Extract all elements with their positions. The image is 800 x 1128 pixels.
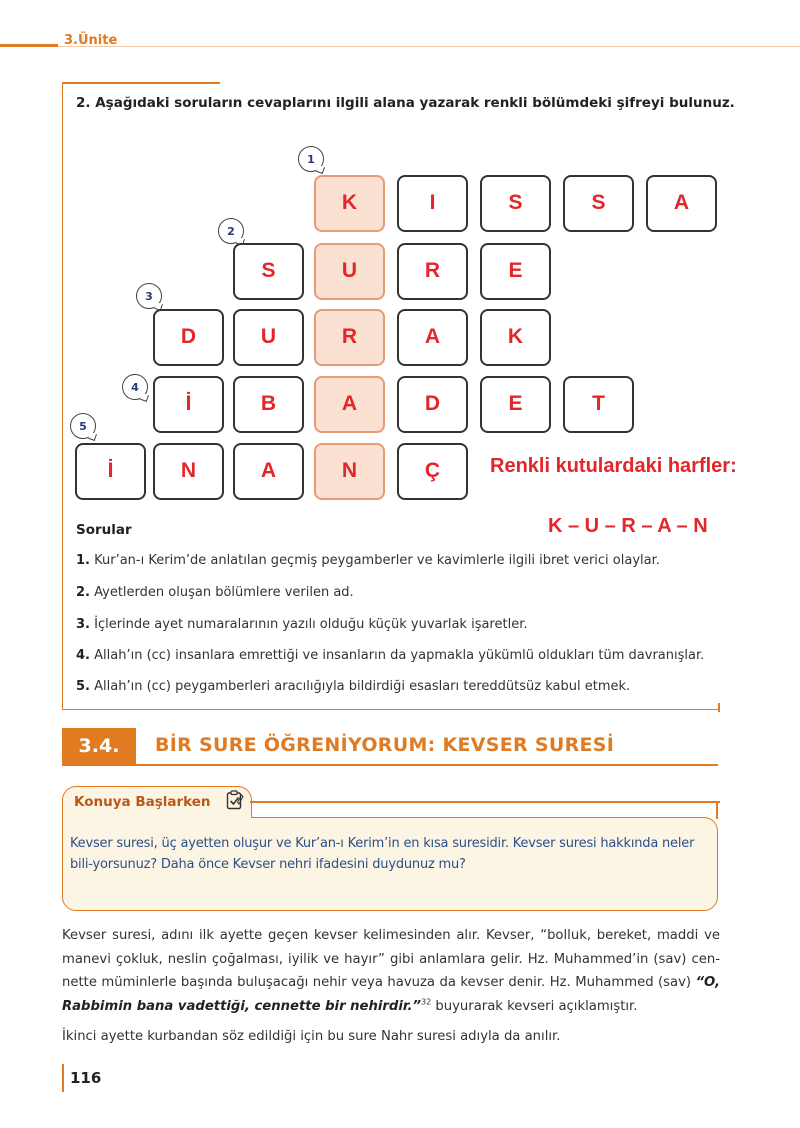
intro-label: Konuya Başlarken xyxy=(74,794,211,810)
exercise-heading: 2. Aşağıdaki soruların cevaplarını ilgili alana yazarak renkli bölümdeki şifreyi bulunuz. xyxy=(76,95,735,111)
answer-title: Renkli kutulardaki harfler: xyxy=(490,455,737,477)
letter-box[interactable]: T xyxy=(563,376,634,433)
section-divider xyxy=(62,764,718,766)
exercise-frame-top xyxy=(62,82,220,84)
question-text: Allah’ın (cc) insanlara emrettiği ve insanların da yapmakla yükümlü oldukları tüm davranışlar. xyxy=(94,648,705,663)
letter-box[interactable]: D xyxy=(153,309,224,366)
question-item xyxy=(76,648,704,663)
question-number: 4. xyxy=(76,648,90,663)
body-paragraph xyxy=(62,924,720,1018)
question-number: 3. xyxy=(76,617,90,632)
letter-box[interactable]: İ xyxy=(75,443,146,500)
question-item xyxy=(76,679,630,694)
letter-box[interactable]: S xyxy=(563,175,634,232)
section-number-badge: 3.4. xyxy=(62,728,136,764)
intro-box-edge xyxy=(716,801,718,819)
letter-box[interactable]: A xyxy=(397,309,468,366)
page-number-rule xyxy=(62,1064,64,1092)
footnote-ref: 32 xyxy=(421,997,432,1007)
letter-box[interactable]: B xyxy=(233,376,304,433)
letter-box-highlighted[interactable]: A xyxy=(314,376,385,433)
intro-tab-line xyxy=(250,801,720,803)
letter-box-highlighted[interactable]: N xyxy=(314,443,385,500)
question-item xyxy=(76,617,527,632)
unit-label: 3.Ünite xyxy=(64,33,118,48)
body-text: buyurarak kevseri açıklamıştır. xyxy=(431,998,638,1014)
question-item xyxy=(76,585,354,600)
hadith-quote: “O, Rabbimin bana vadettiği, cennette bir nehirdir.” xyxy=(62,975,720,1014)
body-text: Kevser suresi, adını ilk ayette geçen kevser kelimesinden alır. Kevser, “bolluk, bereket, maddi ve manevi çokluk, neslin çoğalması, iyilik ve hayır” gibi anlamlara gelir. Hz. Muhammed’in (sav) cen-nette müminlerle başında buluşacağı nehir veya havuza da kevser denir. Hz. Muhammed (sav) xyxy=(62,928,720,990)
letter-box[interactable]: E xyxy=(480,376,551,433)
question-number: 2. xyxy=(76,585,90,600)
letter-box[interactable]: D xyxy=(397,376,468,433)
header-accent-bar xyxy=(0,44,58,47)
question-item xyxy=(76,553,660,568)
letter-box[interactable]: S xyxy=(480,175,551,232)
letter-box[interactable]: I xyxy=(397,175,468,232)
letter-box[interactable]: Ç xyxy=(397,443,468,500)
letter-box[interactable]: S xyxy=(233,243,304,300)
page-number: 116 xyxy=(70,1069,102,1087)
intro-text: Kevser suresi, üç ayetten oluşur ve Kur’an-ı Kerim’in en kısa suresidir. Kevser suresi hakkında neler bili-yorsunuz? Daha önce Kevser nehri ifadesini duydunuz mu? xyxy=(70,836,695,872)
row-number-bubble: 5 xyxy=(70,413,96,439)
letter-box-highlighted[interactable]: U xyxy=(314,243,385,300)
row-number-bubble: 2 xyxy=(218,218,244,244)
row-number-bubble: 4 xyxy=(122,374,148,400)
letter-box[interactable]: A xyxy=(233,443,304,500)
header-divider xyxy=(0,46,800,47)
questions-title: Sorular xyxy=(76,522,132,538)
body-paragraph: İkinci ayette kurbandan söz edildiği için bu sure Nahr suresi adıyla da anılır. xyxy=(62,1029,561,1044)
question-number: 5. xyxy=(76,679,90,694)
question-text: Kur’an-ı Kerim’de anlatılan geçmiş peygamberler ve kavimlerle ilgili ibret verici olaylar. xyxy=(94,553,660,568)
question-text: Ayetlerden oluşan bölümlere verilen ad. xyxy=(94,585,354,600)
letter-box[interactable]: A xyxy=(646,175,717,232)
row-number-bubble: 1 xyxy=(298,146,324,172)
clipboard-check-icon xyxy=(226,790,244,810)
letter-box[interactable]: İ xyxy=(153,376,224,433)
question-number: 1. xyxy=(76,553,90,568)
letter-box[interactable]: N xyxy=(153,443,224,500)
letter-box[interactable]: K xyxy=(480,309,551,366)
question-text: İçlerinde ayet numaralarının yazılı olduğu küçük yuvarlak işaretler. xyxy=(94,617,528,632)
question-text: Allah’ın (cc) peygamberleri aracılığıyla bildirdiği esasları tereddütsüz kabul etmek. xyxy=(94,679,631,694)
answer-letters: K – U – R – A – N xyxy=(548,515,708,537)
exercise-frame-tick xyxy=(718,703,720,712)
section-title: BİR SURE ÖĞRENİYORUM: KEVSER SURESİ xyxy=(155,734,615,756)
row-number-bubble: 3 xyxy=(136,283,162,309)
letter-box[interactable]: R xyxy=(397,243,468,300)
letter-box-highlighted[interactable]: K xyxy=(314,175,385,232)
letter-box-highlighted[interactable]: R xyxy=(314,309,385,366)
letter-box[interactable]: U xyxy=(233,309,304,366)
letter-box[interactable]: E xyxy=(480,243,551,300)
